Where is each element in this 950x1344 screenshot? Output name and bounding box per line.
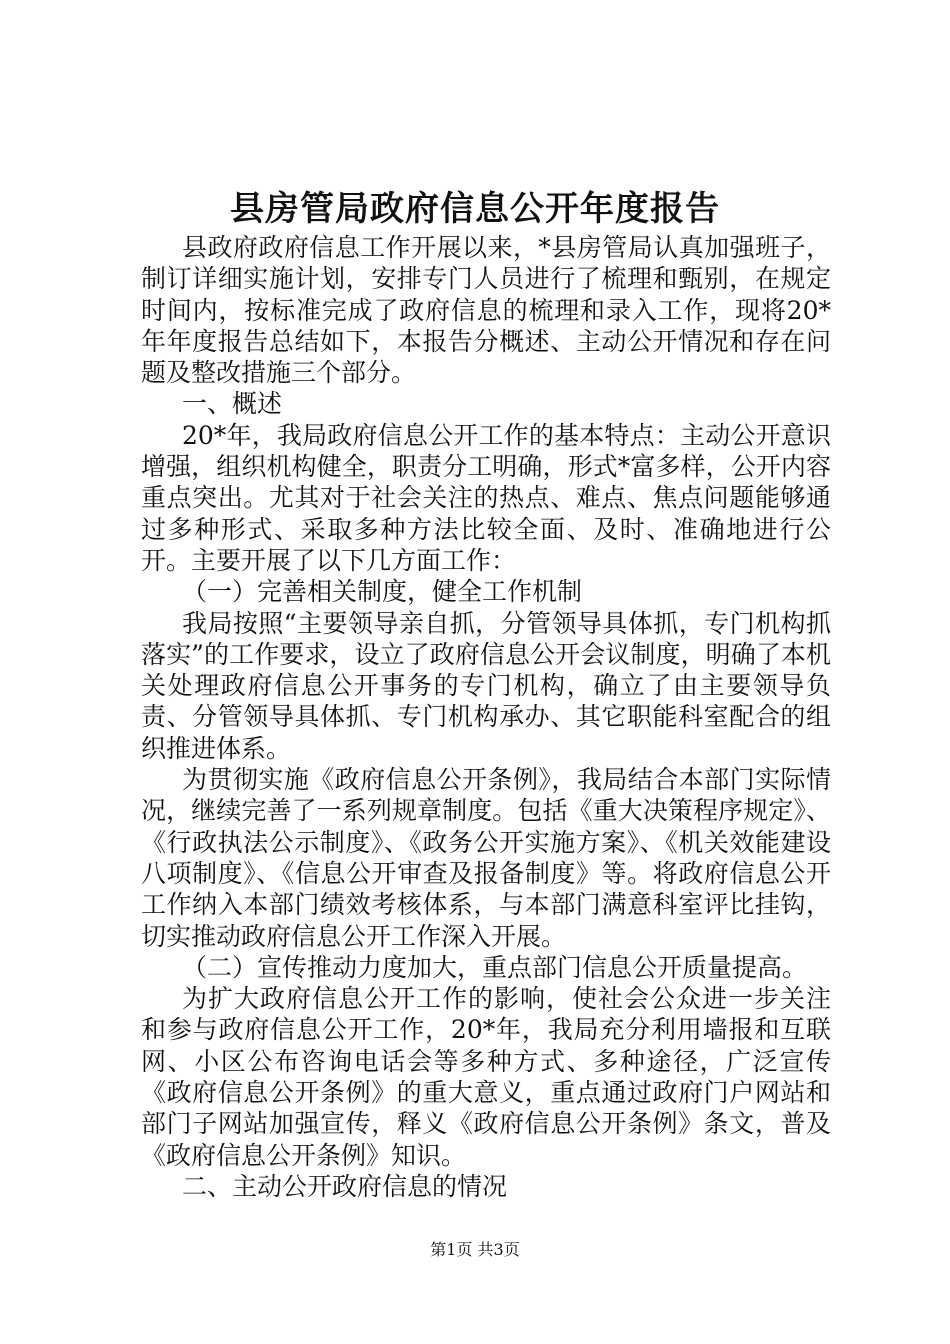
subsection-heading-1: （一）完善相关制度，健全工作机制 — [182, 577, 583, 607]
paragraph-system-1: 我局按照“主要领导亲自抓，分管领导具体抓，专门机构抓落实”的工作要求，设立了政府信息公开会议制度，明确了本机关处理政府信息公开事务的专门机构，确立了由主要领导负责、分管领导具体抓、专门机构承办、其它职能科室配合的组织推进体系。 — [141, 608, 831, 763]
paragraph-system-2: 为贯彻实施《政府信息公开条例》，我局结合本部门实际情况，继续完善了一系列规章制度。包括《重大决策程序规定》、《行政执法公示制度》、《政务公开实施方案》、《机关效能建设八项制度》、《信息公开审查及报备制度》等。将政府信息公开工作纳入本部门绩效考核体系，与本部门满意科室评比挂钩，切实推动政府信息公开工作深入开展。 — [141, 765, 831, 951]
subsection-heading-2: （二）宣传推动力度加大，重点部门信息公开质量提高。 — [182, 952, 808, 982]
section-heading-active-disclosure: 二、主动公开政府信息的情况 — [182, 1171, 508, 1201]
section-heading-overview: 一、概述 — [182, 389, 283, 419]
page-footer: 第1页 共3页 — [430, 1240, 520, 1259]
paragraph-publicity: 为扩大政府信息公开工作的影响，使社会公众进一步关注和参与政府信息公开工作，20*年，我局充分利用墙报和互联网、小区公布咨询电话会等多种方式、多种途径，广泛宣传《政府信息公开条例》的重大意义，重点通过政府门户网站和部门子网站加强宣传，释义《政府信息公开条例》条文，普及《政府信息公开条例》知识。 — [141, 984, 831, 1170]
paragraph-intro: 县政府政府信息工作开展以来，*县房管局认真加强班子，制订详细实施计划，安排专门人员进行了梳理和甄别，在规定时间内，按标准完成了政府信息的梳理和录入工作，现将20*年年度报告总结如下，本报告分概述、主动公开情况和存在问题及整改措施三个部分。 — [141, 233, 831, 388]
document-body — [141, 232, 831, 1202]
document-title: 县房管局政府信息公开年度报告 — [230, 189, 720, 229]
paragraph-overview: 20*年，我局政府信息公开工作的基本特点：主动公开意识增强，组织机构健全，职责分工明确，形式*富多样，公开内容重点突出。尤其对于社会关注的热点、难点、焦点问题能够通过多种形式、采取多种方法比较全面、及时、准确地进行公开。主要开展了以下几方面工作： — [141, 420, 831, 575]
